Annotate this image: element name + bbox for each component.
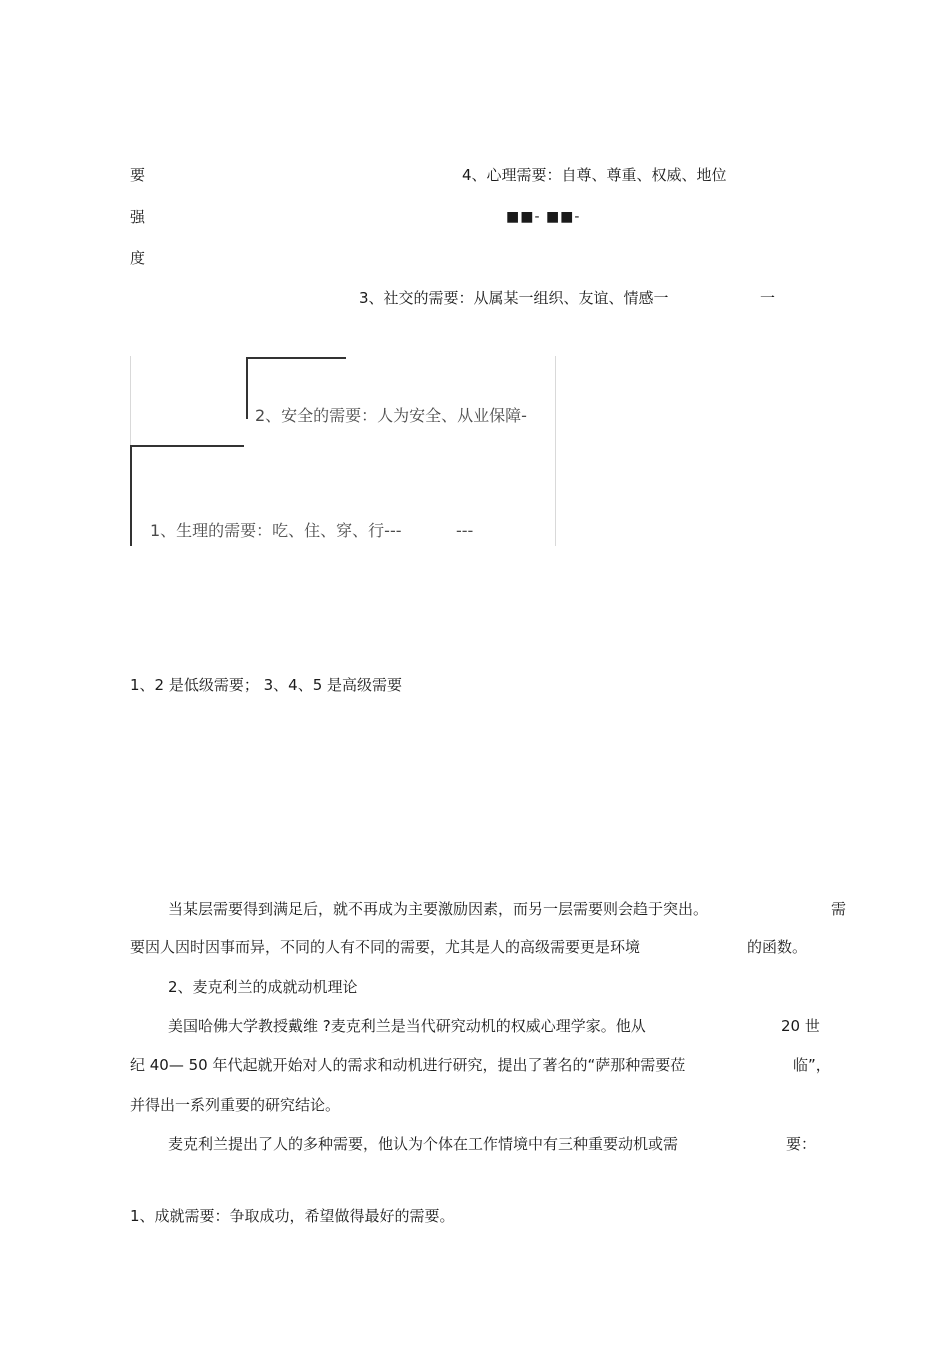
axis-label-char: 强 xyxy=(130,208,146,226)
level-2-text: 2、安全的需要：人为安全、从业保障- xyxy=(255,406,527,425)
level-4-marks: ■■- ■■- xyxy=(506,209,581,225)
list-item: 1、成就需要：争取成功，希望做得最好的需要。 xyxy=(130,1207,455,1225)
step-2-left-border xyxy=(246,357,248,419)
level-3-tail: 一 xyxy=(760,289,776,307)
paragraph-text: 麦克利兰提出了人的多种需要，他认为个体在工作情境中有三种重要动机或需 xyxy=(168,1135,679,1153)
paragraph-text: 并得出一系列重要的研究结论。 xyxy=(130,1096,341,1114)
summary-line: 1、2 是低级需要； 3、4、5 是高级需要 xyxy=(130,676,403,694)
paragraph-text: 的函数。 xyxy=(747,938,808,956)
level-1-tail: --- xyxy=(456,521,474,540)
diagram-right-edge xyxy=(555,356,556,546)
paragraph-text: 当某层需要得到满足后，就不再成为主要激励因素，而另一层需要则会趋于突出。 xyxy=(168,900,709,918)
paragraph-text: 要： xyxy=(786,1135,817,1153)
step-2-top-border xyxy=(246,357,346,359)
paragraph-text: 要因人因时因事而异，不同的人有不同的需要，尤其是人的高级需要更是环境 xyxy=(130,938,641,956)
paragraph-text: 美国哈佛大学教授戴维 ?麦克利兰是当代研究动机的权威心理学家。他从 xyxy=(168,1017,646,1035)
axis-label-char: 度 xyxy=(130,249,146,267)
paragraph-text: 临”， xyxy=(793,1056,831,1074)
level-3-text: 3、社交的需要：从属某一组织、友谊、情感一 xyxy=(359,289,669,307)
level-1-text: 1、生理的需要：吃、住、穿、行--- xyxy=(150,521,402,540)
section-heading: 2、麦克利兰的成就动机理论 xyxy=(168,978,358,996)
axis-label-char: 要 xyxy=(130,166,146,184)
step-1-top-border xyxy=(130,445,244,447)
paragraph-text: 纪 40— 50 年代起就开始对人的需求和动机进行研究，提出了著名的“萨那种需要莅 xyxy=(130,1056,686,1074)
level-4-text: 4、心理需要：自尊、尊重、权威、地位 xyxy=(462,166,727,184)
paragraph-text: 20 世 xyxy=(781,1017,820,1035)
step-1-left-border xyxy=(130,445,132,546)
paragraph-text: 需 xyxy=(831,900,847,918)
